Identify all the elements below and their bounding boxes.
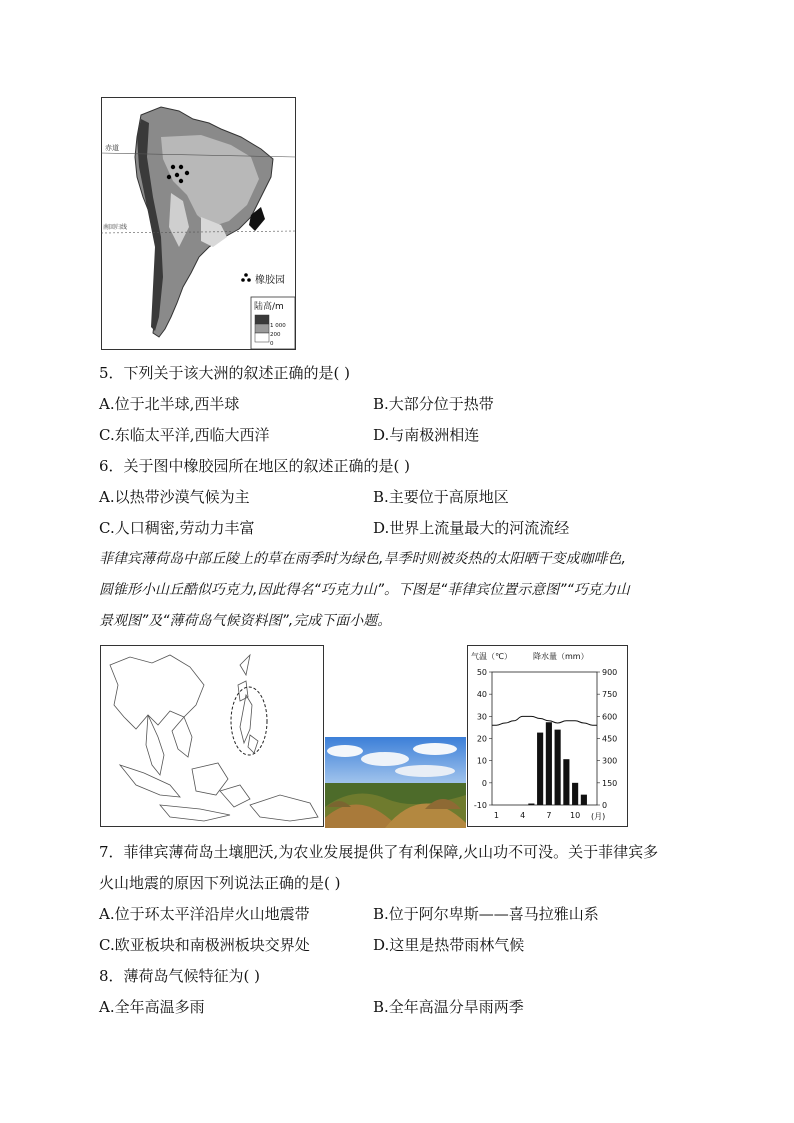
x-unit-label: (月): [591, 812, 606, 821]
precip-bar: [537, 733, 543, 805]
philippines-location-map: [100, 645, 324, 827]
precip-bar: [581, 795, 587, 805]
q5-option-a[interactable]: A.位于北半球,西半球: [99, 395, 240, 413]
tropic-label: 南回归线: [103, 224, 128, 231]
q7-stem-line-1: 7．菲律宾薄荷岛土壤肥沃,为农业发展提供了有利保障,火山功不可没。关于菲律宾多: [99, 843, 659, 861]
temp-axis-label: 气温（℃）: [471, 652, 512, 661]
q7-option-c[interactable]: C.欧亚板块和南极洲板块交界处: [99, 936, 310, 954]
temp-tick-label: 20: [476, 734, 487, 744]
precip-bar: [555, 730, 561, 805]
q7-stem-line-2: 火山地震的原因下列说法正确的是( ): [99, 874, 341, 892]
temp-tick-label: 40: [476, 690, 487, 700]
q7-option-a[interactable]: A.位于环太平洋沿岸火山地震带: [99, 905, 310, 923]
precip-tick-label: 450: [602, 734, 618, 744]
passage-line-2: 圆锥形小山丘酷似巧克力,因此得名“巧克力山”。下图是“菲律宾位置示意图”“巧克力山: [99, 582, 630, 598]
precip-tick-label: 300: [602, 756, 618, 766]
passage-line-3: 景观图”及“薄荷岛气候资料图”,完成下面小题。: [99, 613, 392, 629]
temp-tick-label: 30: [476, 712, 487, 722]
precip-tick-label: 0: [602, 801, 608, 810]
q5-option-c[interactable]: C.东临太平洋,西临大西洋: [99, 426, 270, 444]
q6-stem: 6．关于图中橡胶园所在地区的叙述正确的是( ): [99, 457, 411, 475]
temp-tick-label: 50: [476, 668, 487, 677]
q6-option-d[interactable]: D.世界上流量最大的河流流经: [373, 519, 570, 537]
x-tick-label: 7: [546, 811, 552, 820]
q6-option-c[interactable]: C.人口稠密,劳动力丰富: [99, 519, 255, 537]
x-tick-label: 1: [493, 811, 499, 820]
precip-tick-label: 150: [602, 778, 618, 788]
q6-option-b[interactable]: B.主要位于高原地区: [373, 488, 509, 506]
chocolate-hills-photo: [325, 737, 466, 828]
q8-option-b[interactable]: B.全年高温分旱雨两季: [373, 998, 524, 1016]
elev-200: 200: [270, 332, 281, 338]
precip-axis-label: 降水量（mm）: [533, 652, 589, 661]
passage-line-1: 菲律宾薄荷岛中部丘陵上的草在雨季时为绿色,旱季时则被炎热的太阳晒干变成咖啡色,: [99, 551, 626, 567]
south-america-map: [101, 97, 296, 350]
equator-label: 赤道: [105, 144, 119, 152]
rubber-legend-label: 橡胶园: [255, 275, 285, 286]
q7-option-d[interactable]: D.这里是热带雨林气候: [373, 936, 525, 954]
temp-tick-label: 10: [476, 756, 487, 766]
precip-bar: [563, 759, 569, 805]
elev-0: 0: [270, 341, 274, 347]
temp-tick-label: 0: [481, 778, 487, 788]
q6-option-a[interactable]: A.以热带沙漠气候为主: [99, 488, 250, 506]
x-tick-label: 10: [570, 811, 581, 820]
q8-option-a[interactable]: A.全年高温多雨: [99, 998, 205, 1016]
precip-tick-label: 600: [602, 712, 618, 722]
q5-option-b[interactable]: B.大部分位于热带: [373, 395, 494, 413]
x-tick-label: 4: [520, 811, 526, 820]
precip-bar: [528, 804, 534, 805]
precip-tick-label: 900: [602, 668, 618, 677]
q7-option-b[interactable]: B.位于阿尔卑斯——喜马拉雅山系: [373, 905, 599, 923]
elev-1000: 1 000: [270, 323, 286, 329]
climate-chart: [467, 645, 628, 827]
q5-stem: 5．下列关于该大洲的叙述正确的是( ): [99, 364, 351, 382]
temp-tick-label: -10: [473, 801, 487, 810]
precip-bar: [546, 722, 552, 805]
precip-bar: [572, 783, 578, 805]
precip-tick-label: 750: [602, 690, 618, 700]
elevation-legend-title: 陆高/m: [254, 302, 284, 312]
q5-option-d[interactable]: D.与南极洲相连: [373, 426, 480, 444]
q8-stem: 8．薄荷岛气候特征为( ): [99, 967, 261, 985]
